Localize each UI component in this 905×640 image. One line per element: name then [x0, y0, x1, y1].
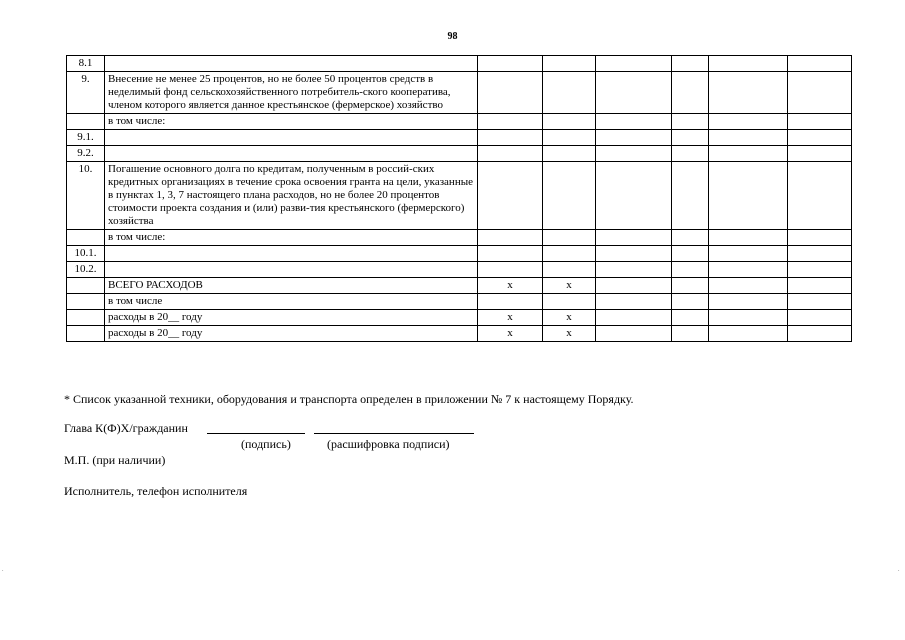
amount-cell-2	[543, 146, 596, 162]
amount-cell-1: x	[478, 326, 543, 342]
table-row	[67, 162, 852, 230]
amount-cell-6	[788, 278, 852, 294]
amount-cell-6	[788, 294, 852, 310]
table-row	[67, 72, 852, 114]
row-description-cell	[105, 262, 478, 278]
row-number-cell: 9.	[67, 72, 105, 114]
amount-cell-4	[672, 278, 709, 294]
amount-cell-1	[478, 162, 543, 230]
amount-cell-6	[788, 72, 852, 114]
amount-cell-4	[672, 130, 709, 146]
stamp-label: М.П. (при наличии)	[64, 453, 166, 467]
amount-cell-3	[596, 114, 672, 130]
amount-cell-1: x	[478, 310, 543, 326]
amount-cell-4	[672, 310, 709, 326]
signature-label: Глава К(Ф)Х/гражданин	[64, 421, 188, 435]
row-description-cell: Погашение основного долга по кредитам, полученным в россий-ских кредитных организациях в течение срока освоения гранта на цели, указанные в пунктах 1, 3, 7 настоящего плана расходов, но не более 20 процентов стоимости проекта создания и (или) разви-тия крестьянского (фермерского) хозяйства	[105, 162, 478, 230]
amount-cell-5	[709, 326, 788, 342]
row-number-cell	[67, 278, 105, 294]
executor-label: Исполнитель, телефон исполнителя	[64, 484, 248, 498]
amount-cell-1	[478, 230, 543, 246]
table-row	[67, 246, 852, 262]
signature-decoding-caption: (расшифровка подписи)	[327, 437, 450, 451]
amount-cell-4	[672, 114, 709, 130]
row-description-cell: в том числе:	[105, 114, 478, 130]
amount-cell-2: x	[543, 310, 596, 326]
amount-cell-5	[709, 130, 788, 146]
amount-cell-2	[543, 130, 596, 146]
amount-cell-1	[478, 114, 543, 130]
amount-cell-4	[672, 72, 709, 114]
row-number-cell: 9.1.	[67, 130, 105, 146]
footnote: * Список указанной техники, оборудования и транспорта определен в приложении № 7 к настоящему Порядку.	[64, 392, 634, 406]
amount-cell-6	[788, 246, 852, 262]
signature-decoding-blank	[314, 433, 474, 434]
amount-cell-5	[709, 278, 788, 294]
amount-cell-1	[478, 262, 543, 278]
row-number-cell: 10.	[67, 162, 105, 230]
row-number-cell: 10.2.	[67, 262, 105, 278]
amount-cell-2	[543, 114, 596, 130]
amount-cell-3	[596, 162, 672, 230]
row-description-cell	[105, 246, 478, 262]
row-description-cell	[105, 130, 478, 146]
amount-cell-3	[596, 294, 672, 310]
table-row	[67, 130, 852, 146]
amount-cell-5	[709, 146, 788, 162]
table-row	[67, 326, 852, 342]
amount-cell-5	[709, 246, 788, 262]
amount-cell-1: x	[478, 278, 543, 294]
amount-cell-4	[672, 230, 709, 246]
amount-cell-4	[672, 294, 709, 310]
amount-cell-3	[596, 72, 672, 114]
amount-cell-5	[709, 262, 788, 278]
amount-cell-6	[788, 162, 852, 230]
amount-cell-3	[596, 278, 672, 294]
amount-cell-2	[543, 262, 596, 278]
row-number-cell	[67, 326, 105, 342]
signature-caption: (подпись)	[241, 437, 291, 451]
amount-cell-1	[478, 72, 543, 114]
amount-cell-5	[709, 114, 788, 130]
row-description-cell: расходы в 20__ году	[105, 326, 478, 342]
table-row	[67, 310, 852, 326]
amount-cell-4	[672, 262, 709, 278]
row-number-cell	[67, 294, 105, 310]
page-number: 98	[447, 31, 458, 42]
amount-cell-6	[788, 310, 852, 326]
row-description-cell: расходы в 20__ году	[105, 310, 478, 326]
amount-cell-3	[596, 56, 672, 72]
amount-cell-6	[788, 56, 852, 72]
amount-cell-2: x	[543, 326, 596, 342]
amount-cell-1	[478, 56, 543, 72]
amount-cell-6	[788, 326, 852, 342]
amount-cell-6	[788, 262, 852, 278]
amount-cell-5	[709, 310, 788, 326]
amount-cell-3	[596, 326, 672, 342]
table-row	[67, 262, 852, 278]
amount-cell-3	[596, 230, 672, 246]
amount-cell-2	[543, 246, 596, 262]
row-number-cell	[67, 310, 105, 326]
row-description-cell	[105, 56, 478, 72]
row-description-cell: в том числе	[105, 294, 478, 310]
amount-cell-2	[543, 162, 596, 230]
expense-plan-table	[66, 55, 852, 342]
table-body	[67, 56, 852, 342]
row-description-cell: ВСЕГО РАСХОДОВ	[105, 278, 478, 294]
amount-cell-3	[596, 310, 672, 326]
amount-cell-6	[788, 146, 852, 162]
amount-cell-4	[672, 246, 709, 262]
scan-edge-mark-right: .	[898, 567, 900, 573]
amount-cell-5	[709, 56, 788, 72]
row-number-cell: 10.1.	[67, 246, 105, 262]
amount-cell-3	[596, 262, 672, 278]
amount-cell-2	[543, 72, 596, 114]
scan-edge-mark-left: .	[2, 567, 4, 573]
amount-cell-6	[788, 130, 852, 146]
amount-cell-4	[672, 326, 709, 342]
row-description-cell: Внесение не менее 25 процентов, но не более 50 процентов средств в неделимый фонд сельскохозяйственного потребитель-ского кооператива, членом которого является данное крестьянское (фермерское) хозяйство	[105, 72, 478, 114]
amount-cell-5	[709, 230, 788, 246]
amount-cell-5	[709, 72, 788, 114]
amount-cell-5	[709, 294, 788, 310]
amount-cell-3	[596, 130, 672, 146]
amount-cell-1	[478, 146, 543, 162]
table-row	[67, 146, 852, 162]
amount-cell-4	[672, 162, 709, 230]
row-number-cell: 8.1	[67, 56, 105, 72]
amount-cell-2: x	[543, 278, 596, 294]
amount-cell-2	[543, 230, 596, 246]
amount-cell-1	[478, 294, 543, 310]
amount-cell-2	[543, 56, 596, 72]
table-row	[67, 278, 852, 294]
amount-cell-6	[788, 230, 852, 246]
amount-cell-1	[478, 130, 543, 146]
row-number-cell	[67, 114, 105, 130]
amount-cell-2	[543, 294, 596, 310]
signature-blank	[207, 433, 305, 434]
table-row	[67, 114, 852, 130]
amount-cell-4	[672, 56, 709, 72]
row-number-cell	[67, 230, 105, 246]
table-row	[67, 230, 852, 246]
amount-cell-6	[788, 114, 852, 130]
amount-cell-3	[596, 146, 672, 162]
amount-cell-1	[478, 246, 543, 262]
table-row	[67, 294, 852, 310]
row-description-cell: в том числе:	[105, 230, 478, 246]
amount-cell-5	[709, 162, 788, 230]
amount-cell-4	[672, 146, 709, 162]
table-row	[67, 56, 852, 72]
row-number-cell: 9.2.	[67, 146, 105, 162]
row-description-cell	[105, 146, 478, 162]
amount-cell-3	[596, 246, 672, 262]
